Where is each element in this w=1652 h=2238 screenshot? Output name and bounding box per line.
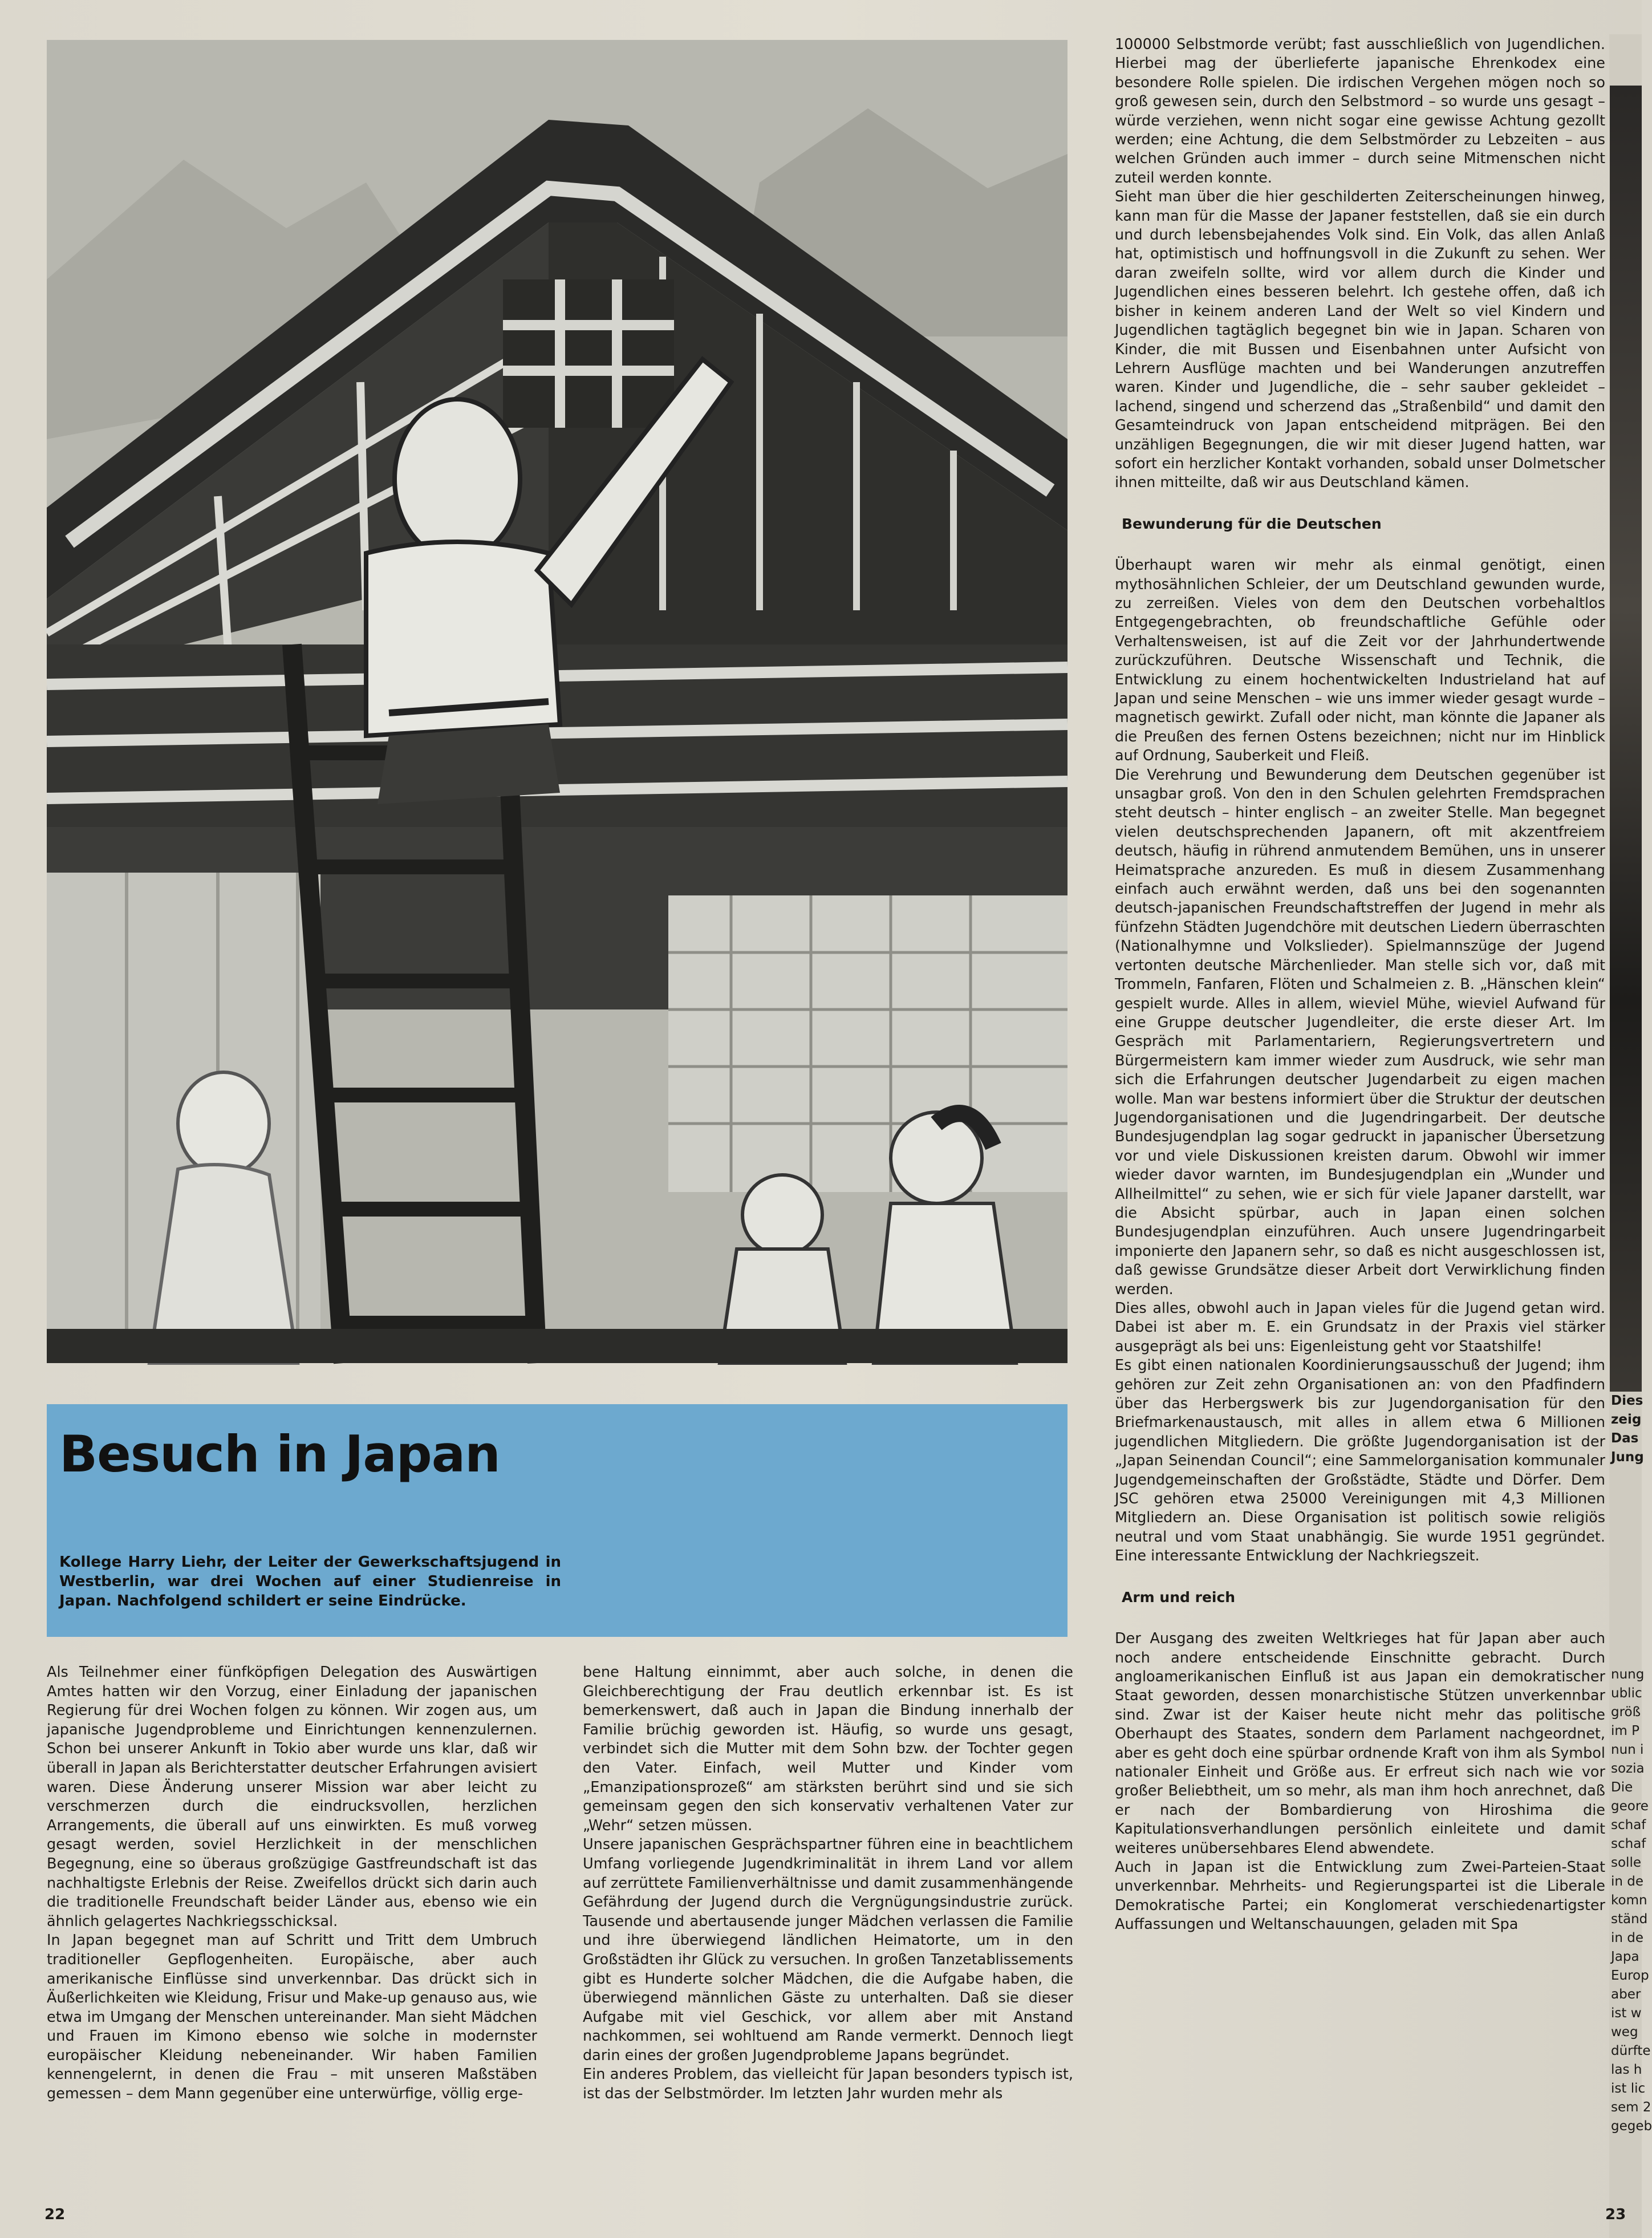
paragraph: In Japan begegnet man auf Schritt und Tritt dem Umbruch traditioneller Gepflogenheiten. Europäische, aber auch amerikanische Einflüsse sind unverkennbar. Das drückt sich in Äußerlichkeiten wie Kleidung, Frisur und Make-up genauso aus, wie etwa im Umgang der Menschen untereinander. Man sieht Mädchen und Frauen im Kimono ebenso wie solche in modernster europäischer Kleidung nebeneinander. Wir haben Familien kennengelernt, in denen die Frau – mit unseren Maßstäben gemessen – dem Mann gegenüber eine unterwürfige, völlig erge- — [47, 1932, 537, 2103]
children-drawing-illustration — [47, 40, 1067, 1363]
article-title: Besuch in Japan — [59, 1425, 500, 1483]
next-page-caption-edge: Dies zeig Das Jung — [1611, 1393, 1644, 1465]
title-banner — [47, 1404, 1067, 1637]
article-intro: Kollege Harry Liehr, der Leiter der Gewerkschaftsjugend in Westberlin, war drei Wochen auf einer Studienreise in Japan. Nachfolgend schildert er seine Eindrücke. — [59, 1554, 561, 1609]
paragraph: Überhaupt waren wir mehr als einmal genötigt, einen mythosähnlichen Schleier, der um Deutschland gewunden wurde, zu zerreißen. Vieles von dem den Deutschen vorbehaltlos Entgegengebrachten, ob freundschaftliche Gefühle oder Verhaltensweisen, ist auf die Zeit vor der Jahrhundertwende zurückzuführen. Deutsche Wissenschaft und Technik, die Entwicklung zu einem hochentwickelten Industrieland hat auf Japan und seine Menschen – wie uns immer wieder gesagt wurde – magnetisch gewirkt. Zufall oder nicht, man könnte die Japaner als die Preußen des fernen Ostens bezeichnen; nicht nur im Hinblick auf Ordnung, Sauberkeit und Fleiß. — [1115, 557, 1605, 765]
subheading-bewunderung: Bewunderung für die Deutschen — [1122, 515, 1382, 532]
paragraph: 100000 Selbstmorde verübt; fast ausschließlich von Jugendlichen. Hierbei mag der überlieferte japanische Ehrenkodex eine besondere Rolle spielen. Die irdischen Vergehen mögen noch so groß gewesen sein, durch den Selbstmord – so wurde uns gesagt – würde verziehen, wenn nicht sogar eine gewisse Achtung gezollt werden; eine Achtung, die dem Selbstmörder zu Lebzeiten – aus welchen Gründen auch immer – durch seine Mitmenschen nicht zuteil werden konnte. — [1115, 36, 1605, 186]
paragraph: Der Ausgang des zweiten Weltkrieges hat für Japan aber auch noch andere entscheidende Einschnitte gebracht. Durch angloamerikanischen Einfluß ist aus Japan ein demokratischer Staat geworden, dessen monarchistische Stützen unverkennbar sind. Zwar ist der Kaiser heute nicht mehr das politische Oberhaupt des Staates, sondern dem Parlament nachgeordnet, aber es geht doch eine spürbar ordnende Kraft von ihm als Symbol nationaler Einheit und Größe aus. Er erfreut sich nach wie vor großer Beliebtheit, um so mehr, als man ihm hoch anrechnet, daß er nach der Bombardierung von Hiroshima die Kapitulationsverhandlungen persönlich einleitete und damit weiteres unübersehbares Elend abwendete. — [1115, 1630, 1605, 1857]
paragraph: Die Verehrung und Bewunderung dem Deutschen gegenüber ist unsagbar groß. Von den in den Schulen gelehrten Fremdsprachen steht deutsch – hinter englisch – an zweiter Stelle. Man begegnet vielen deutschsprechenden Japanern, oft mit akzentfreiem deutsch, häufig in rührend anmutendem Bemühen, uns in unserer Heimatsprache anzureden. Es muß in diesem Zusammenhang einfach auch erwähnt werden, daß uns bei den sogenannten deutsch-japanischen Freundschaftstreffen der Jugend in mehr als fünfzehn Städten Jugendchöre mit deutschen Liedern überraschten (Nationalhymne und Volkslieder). Spielmannszüge der Jugend vertonten deutsche Märchenlieder. Man stelle sich vor, daß mit Trommeln, Fanfaren, Flöten und Schalmeien z. B. „Hänschen klein“ gespielt wurde. Alles in allem, wieviel Mühe, wieviel Aufwand für eine Gruppe deutscher Jugendleiter, die erste dieser Art. Im Gespräch mit Parlamentariern, Regierungsvertretern und Bürgermeistern kam immer wieder zum Ausdruck, wie sehr man sich die Erfahrungen deutscher Jugendarbeit zu eigen machen wolle. Man war bestens informiert über die Struktur der deutschen Jugendorganisationen und die Jugendringarbeit. Der deutsche Bundesjugendplan lag sogar gedruckt in japanischer Übersetzung vor und viele Diskussionen kreisten darum. Obwohl wir immer wieder davor warnten, im Bundesjugendplan ein „Wunder und Allheilmittel“ zu sehen, wie er sich für viele Japaner darstellt, war die Absicht spürbar, auch in Japan einen solchen Bundesjugendplan einzuführen. Auch unsere Jugendringarbeit imponierte den Japanern sehr, so daß es nicht ausgeschlossen ist, daß gewisse Grundsätze dieser Arbeit dort Verwirklichung finden werden. — [1115, 766, 1605, 1298]
paragraph: Auch in Japan ist die Entwicklung zum Zwei-Parteien-Staat unverkennbar. Mehrheits- und Regierungspartei ist die Liberale Demokratische Partei; ein Konglomerat verschiedenartigster Auffassungen und Weltanschauungen, geladen mit Spa — [1115, 1858, 1605, 1933]
next-page-photo-edge — [1610, 86, 1642, 1392]
paragraph: Ein anderes Problem, das vielleicht für Japan besonders typisch ist, ist das der Selbstmörder. Im letzten Jahr wurden mehr als — [583, 2066, 1073, 2103]
crayon-house-drawing — [47, 40, 1067, 1363]
page-number-left: 22 — [44, 2206, 66, 2223]
text-column-1 — [47, 1663, 537, 2104]
paragraph: Es gibt einen nationalen Koordinierungsausschuß der Jugend; ihm gehören zur Zeit zehn Organisationen an: von den Pfadfindern über das Herbergswerk bis zur Jugendorganisation für den Briefmarkenaustausch, mit alles in allem etwa 6 Millionen jugendlichen Mitgliedern. Die größte Jugendorganisation ist der „Japan Seinendan Council“; eine Sammelorganisation kommunaler Jugendgemeinschaften der Großstädte, Städte und Dörfer. Dem JSC gehören etwa 25000 Vereinigungen mit 4,3 Millionen Mitgliedern an. Diese Organisation ist politisch sowie religiös neutral und vom Staat unabhängig. Sie wurde 1951 gegründet. Eine interessante Entwicklung der Nachkriegszeit. — [1115, 1357, 1605, 1565]
text-column-3 — [1115, 35, 1605, 1935]
paragraph: bene Haltung einnimmt, aber auch solche, in denen die Gleichberechtigung der Frau deutlich erkennbar ist. Es ist bemerkenswert, daß auch in Japan die Bindung innerhalb der Familie brüchig geworden ist. Häufig, so wurde uns gesagt, verbindet sich die Mutter mit dem Sohn bzw. der Tochter gegen den Vater. Einfach, weil Mutter und Kinder vom „Emanzipationsprozeß“ am stärksten berührt sind und sie sich gemeinsam gegen den sich konservativ verhaltenen Vater zur „Wehr“ setzen müssen. — [583, 1664, 1073, 1834]
paragraph: Sieht man über die hier geschilderten Zeiterscheinungen hinweg, kann man für die Masse der Japaner feststellen, daß sie ein durch und durch lebensbejahendes Volk sind. Ein Volk, das allen Anlaß hat, optimistisch und hoffnungsvoll in die Zukunft zu sehen. Wer daran zweifeln sollte, wird vor allem durch die Kinder und Jugendlichen eines besseren belehrt. Ich gestehe offen, daß ich bisher in keinem anderen Land der Welt so viel Kindern und Jugendlichen tagtäglich begegnet bin wie in Japan. Scharen von Kinder, die mit Bussen und Eisenbahnen unter Aufsicht von Lehrern Ausflüge machten und bei Wanderungen anzutreffen waren. Kinder und Jugendliche, die – sehr sauber gekleidet – lachend, singend und scherzend das „Straßenbild“ und damit den Gesamteindruck von Japan entscheidend mitprägen. Bei den unzähligen Begegnungen, die wir mit dieser Jugend hatten, war sofort ein herzlicher Kontakt vorhanden, sobald unser Dolmetscher ihnen mitteilte, daß wir aus Deutschland kämen. — [1115, 188, 1605, 492]
paragraph: Unsere japanischen Gesprächspartner führen eine in beachtlichem Umfang vorliegende Jugendkriminalität in ihrem Land vor allem auf zerrüttete Familienverhältnisse und damit zusammenhängende Gefährdung der Jugend durch die Vergnügungsindustrie zurück. Tausende und abertausende junger Mädchen verlassen die Familie und ihre überwiegend ländlichen Heimatorte, um in den Großstädten ihr Glück zu versuchen. In großen Tanzetablissements gibt es Hunderte solcher Mädchen, die die Aufgabe haben, die überwiegend männlichen Gäste zu unterhalten. Daß sie dieser Aufgabe mit viel Geschick, vor allem aber mit Anstand nachkommen, sei wohltuend am Rande vermerkt. Dennoch liegt darin eines der großen Jugendprobleme Japans begründet. — [583, 1836, 1073, 2064]
text-column-2 — [583, 1663, 1073, 2104]
subheading-arm-und-reich: Arm und reich — [1122, 1588, 1236, 1605]
paragraph: Dies alles, obwohl auch in Japan vieles für die Jugend getan wird. Dabei ist aber m. E. ein Grundsatz in der Praxis viel stärker ausgeprägt als bei uns: Eigenleistung geht vor Staatshilfe! — [1115, 1300, 1605, 1355]
paragraph: Als Teilnehmer einer fünfköpfigen Delegation des Auswärtigen Amtes hatten wir den Vorzug, einer Einladung der japanischen Regierung für drei Wochen folgen zu können. Wir zogen aus, um japanische Jugendprobleme und Einrichtungen kennenzulernen. Schon bei unserer Ankunft in Tokio aber wurde uns klar, daß wir überall in Japan als Berichterstatter deutscher Erfahrungen avisiert waren. Diese Änderung unserer Mission war aber leicht zu verschmerzen durch die eindrucksvollen, herzlichen Arrangements, die überall auf uns einwirkten. Es muß vorweg gesagt werden, soviel Herzlichkeit in der menschlichen Begegnung, eine so überaus großzügige Gastfreundschaft ist das nachhaltigste Erlebnis der Reise. Zweifellos drückt sich darin auch die traditionelle Freundschaft beider Länder aus, ebenso wie ein ähnlich gelagertes Nachkriegsschicksal. — [47, 1664, 537, 1930]
page-number-right: 23 — [1605, 2206, 1626, 2223]
next-page-text-edge: nung ublic größ im P nun i sozia Die geore schaf schaf solle in de komn ständ in de Japa Europ aber ist w weg dürfte las h ist lic sem 2 gegeb — [1611, 1667, 1652, 2134]
